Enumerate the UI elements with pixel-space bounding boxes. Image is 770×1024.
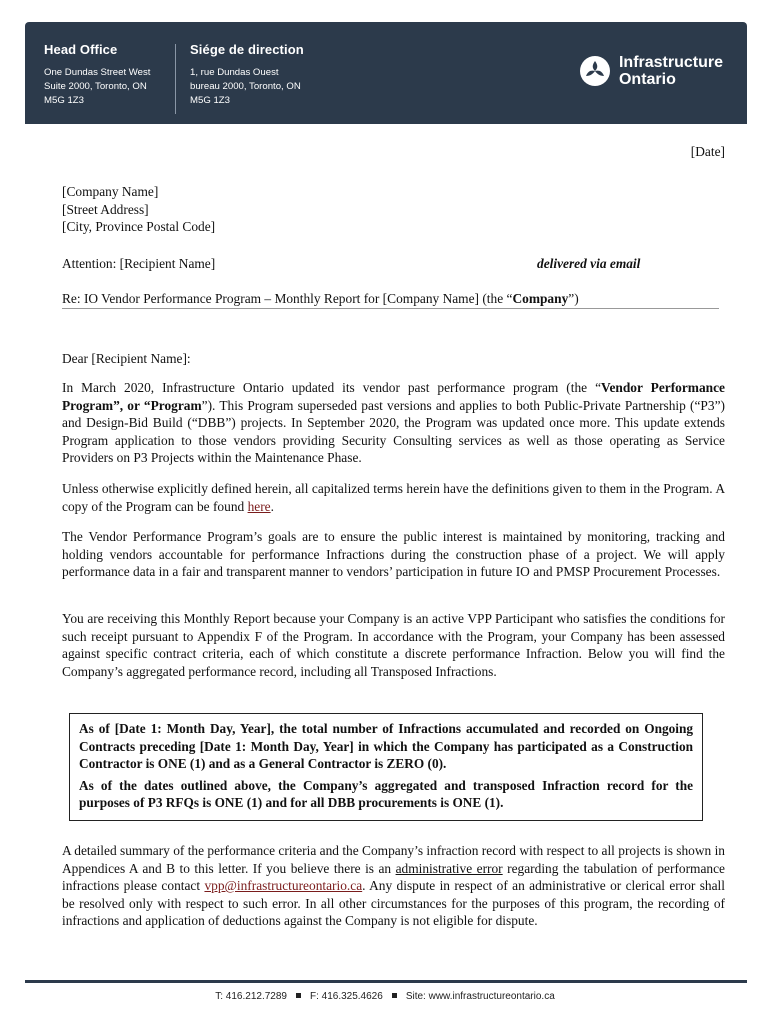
head-office-title: Head Office [44, 42, 118, 57]
p1-text: In March 2020, Infrastructure Ontario updated its vendor past performance program (the “ [62, 380, 602, 395]
letter-date: [Date] [690, 144, 725, 159]
attention-line: Attention: [Recipient Name] [62, 256, 216, 271]
infraction-summary-box [69, 713, 703, 821]
bullet-square-icon [296, 993, 301, 998]
program-link[interactable]: here [247, 498, 271, 514]
p4-text: You are receiving this Monthly Report because your Company is an active VPP Participant who satisfies the conditions for such receipt pursuant to Appendix F of the Program. In accordance with the Program, your Company has been assessed against specific contract criteria, each of which constitute a discrete performance Infraction. Below you will find the Company’s aggregated performance record, including all Transposed Infractions. [62, 611, 725, 679]
p1-text: ”). This Program superseded past versions and applies to both Public-Private Partnership (“P3”) and Design-Bid Build (“DBB”) projects. In September 2020, the Program was updated once more. This update extends Program application to those vendors providing Security Consulting services as well as those operating as Service Providers on P3 Projects within the Maintenance Phase. [62, 397, 725, 465]
siege-line: bureau 2000, Toronto, ON [190, 81, 301, 92]
p2-text: . [270, 498, 274, 514]
subject-bold: Company [512, 291, 569, 306]
p5-text: . Any dispute in respect of an administrative or clerical error shall be resolved only with respect to such error. In all other circumstances for the purposes of this program, the recording of infractions and application of deductions against the Company is not eligible for dispute. [62, 878, 725, 928]
p5-text: A detailed summary of the performance criteria and the Company’s infraction record with respect to all projects is shown in Appendices A and B to this letter. If you believe there is an [62, 843, 725, 876]
p5-text: regarding the tabulation of performance infractions please contact [62, 860, 725, 893]
footer-rule [25, 980, 747, 983]
delivery-method: delivered via email [537, 256, 641, 271]
paragraph-4 [62, 610, 725, 680]
p3-text: The Vendor Performance Program’s goals are to ensure the public interest is maintained by monitoring, tracking and holding vendors accountable for performance Infractions during the construction phase of a project. We will apply performance data in a fair and transparent manner to vendors’ participation in future IO and PMSP Procurement Processes. [62, 529, 725, 579]
paragraph-5 [62, 842, 725, 930]
logo-text-line1: Infrastructure [618, 54, 723, 71]
siege-title: Siége de direction [190, 42, 304, 57]
subject-text-end: ”) [568, 291, 579, 306]
infrastructure-ontario-logo [579, 54, 723, 88]
header-divider [175, 44, 176, 114]
address-line: [City, Province Postal Code] [62, 219, 216, 234]
recipient-address [62, 183, 725, 236]
siege-line: 1, rue Dundas Ouest [190, 67, 279, 78]
letterhead-banner [25, 22, 747, 124]
p2-text: Unless otherwise explicitly defined herein, all capitalized terms herein have the definitions given to them in the Program. A copy of the Program can be found [62, 481, 725, 514]
address-line: [Company Name] [62, 184, 159, 199]
siege-block [190, 42, 304, 108]
vpp-email-link[interactable]: vpp@infrastructureontario.ca [204, 878, 363, 893]
logo-text-line2: Ontario [618, 71, 676, 88]
subject-underline [62, 308, 719, 309]
address-line: [Street Address] [62, 201, 149, 217]
box-paragraph-1: As of [Date 1: Month Day, Year], the total number of Infractions accumulated and recorded on Ongoing Contracts preceding [Date 1: Month Day, Year] in which the Company has participated as a Construction Contractor is ONE (1) and as a General Contractor is ZERO (0). [79, 721, 693, 771]
p1-bold: ”, or “ [113, 397, 151, 413]
subject-line [62, 290, 725, 308]
footer-site: Site: www.infrastructureontario.ca [405, 991, 555, 1002]
subject-text: Re: IO Vendor Performance Program – Monthly Report for [Company Name] (the “ [62, 291, 513, 306]
paragraph-2 [62, 480, 725, 515]
trillium-logo-icon [579, 55, 611, 87]
paragraph-1 [62, 379, 725, 467]
siege-line: M5G 1Z3 [190, 95, 230, 106]
box-paragraph-2: As of the dates outlined above, the Company’s aggregated and transposed Infraction record for the purposes of P3 RFQs is ONE (1) and for all DBB procurements is ONE (1). [79, 777, 693, 810]
p1-bold: Vendor Performance Program [62, 380, 725, 413]
bullet-square-icon [392, 993, 397, 998]
head-office-line: Suite 2000, Toronto, ON [44, 81, 147, 92]
head-office-block [44, 42, 150, 108]
footer-fax: F: 416.325.4626 [309, 991, 383, 1002]
salutation: Dear [Recipient Name]: [62, 351, 191, 366]
paragraph-3 [62, 528, 725, 581]
head-office-line: M5G 1Z3 [44, 95, 84, 106]
footer-phone: T: 416.212.7289 [215, 991, 287, 1002]
head-office-line: One Dundas Street West [44, 67, 151, 78]
p1-bold: Program [150, 397, 202, 413]
p5-underline: administrative error [395, 860, 503, 876]
footer-contact [0, 991, 770, 1002]
